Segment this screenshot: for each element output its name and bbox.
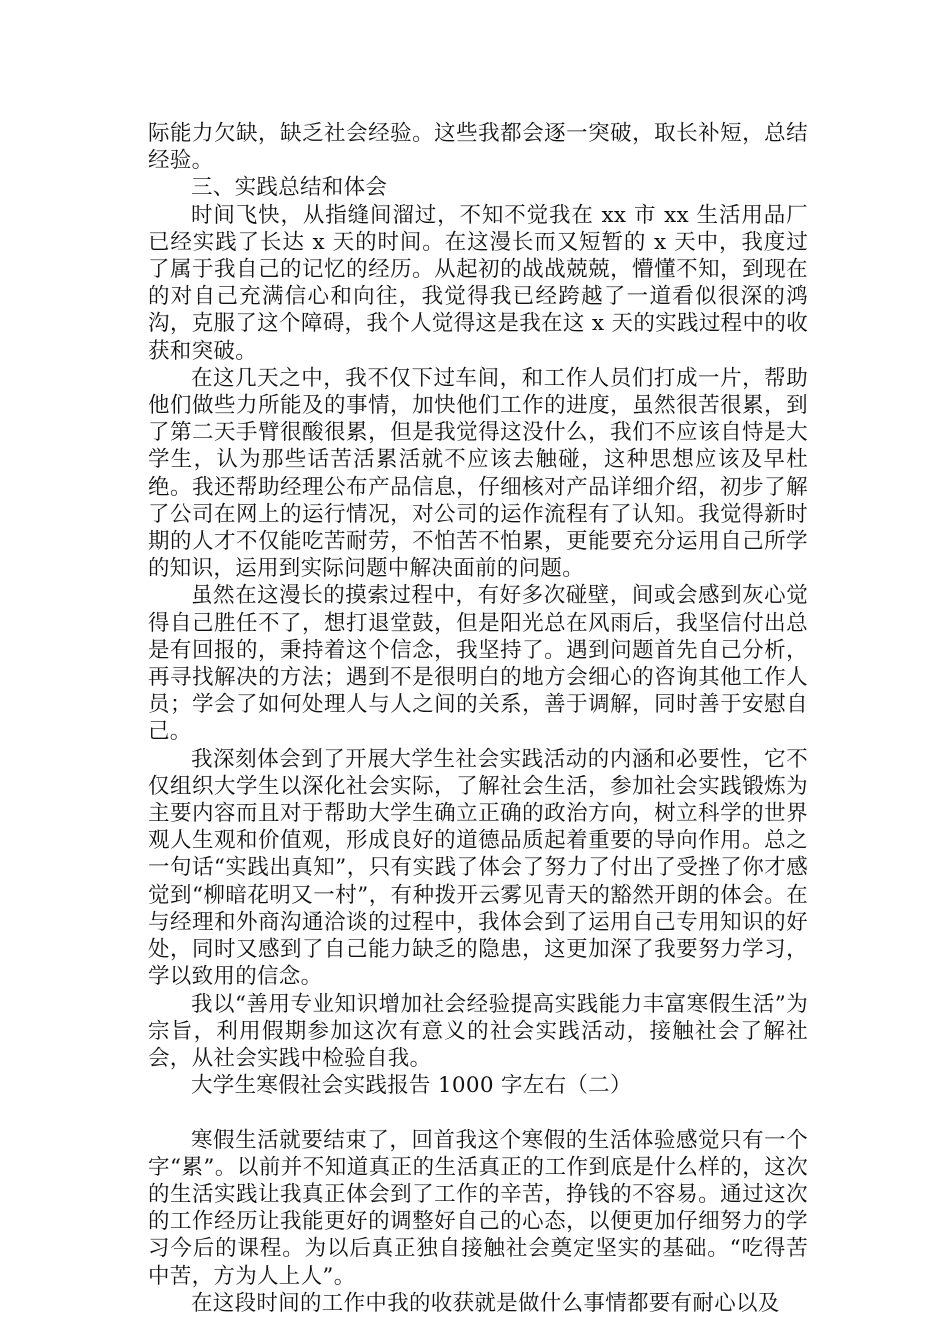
document-body [148, 120, 808, 1317]
paragraph-continuation: 际能力欠缺，缺乏社会经验。这些我都会逐一突破，取长补短，总结经验。 [148, 121, 808, 174]
paragraph: 在这段时间的工作中我的收获就是做什么事情都要有耐心以及 [191, 1290, 780, 1316]
paragraph: 寒假生活就要结束了，回首我这个寒假的生活体验感觉只有一个字“累”。以前并不知道真正的生活真正的工作到底是什么样的，这次的生活实践让我真正体会到了工作的辛苦，挣钱的不容易。通过这次的工作经历让我能更好的调整好自己的心态，以便更加仔细努力的学习今后的课程。为以后真正独自接触社会奠定坚实的基础。“吃得苦中苦，方为人上人”。 [148, 1127, 808, 1289]
section-heading: 三、实践总结和体会 [191, 175, 388, 201]
paragraph: 时间飞快，从指缝间溜过，不知不觉我在 xx 市 xx 生活用品厂已经实践了长达 x 天的时间。在这漫长而又短暂的 x 天中，我度过了属于我自己的记忆的经历。从起初的战战兢兢，懵懂不知，到现在的对自己充满信心和向往，我觉得我已经跨越了一道看似很深的鸿沟，克服了这个障碍，我个人觉得这是我在这 x 天的实践过程中的收获和突破。 [148, 202, 808, 364]
paragraph: 我以“善用专业知识增加社会经验提高实践能力丰富寒假生活”为宗旨，利用假期参加这次有意义的社会实践活动，接触社会了解社会，从社会实践中检验自我。 [148, 991, 808, 1071]
paragraph: 虽然在这漫长的摸索过程中，有好多次碰壁，间或会感到灰心觉得自己胜任不了，想打退堂鼓，但是阳光总在风雨后，我坚信付出总是有回报的，秉持着这个信念，我坚持了。遇到问题首先自己分析，再寻找解决的方法；遇到不是很明白的地方会细心的咨询其他工作人员；学会了如何处理人与人之间的关系，善于调解，同时善于安慰自己。 [148, 583, 808, 745]
paragraph: 我深刻体会到了开展大学生社会实践活动的内涵和必要性，它不仅组织大学生以深化社会实际，了解社会生活，参加社会实践锻炼为主要内容而且对于帮助大学生确立正确的政治方向，树立科学的世界观人生观和价值观，形成良好的道德品质起着重要的导向作用。总之一句话“实践出真知”，只有实践了体会了努力了付出了受挫了你才感觉到“柳暗花明又一村”，有种拨开云雾见青天的豁然开朗的体会。在与经理和外商沟通洽谈的过程中，我体会到了运用自己专用知识的好处，同时又感到了自己能力缺乏的隐患，这更加深了我要努力学习，学以致用的信念。 [148, 746, 808, 990]
paragraph: 在这几天之中，我不仅下过车间，和工作人员们打成一片，帮助他们做些力所能及的事情，加快他们工作的进度，虽然很苦很累，到了第二天手臂很酸很累，但是我觉得这没什么，我们不应该自恃是大学生，认为那些话苦活累活就不应该去触碰，这种思想应该及早杜绝。我还帮助经理公布产品信息，仔细核对产品详细介绍，初步了解了公司在网上的运行情况，对公司的运作流程有了认知。我觉得新时期的人才不仅能吃苦耐劳，不怕苦不怕累，更能要充分运用自己所学的知识，运用到实际问题中解决面前的问题。 [148, 365, 808, 582]
report-title: 大学生寒假社会实践报告 1000 字左右（二） [191, 1073, 632, 1099]
blank-line [148, 1099, 808, 1126]
